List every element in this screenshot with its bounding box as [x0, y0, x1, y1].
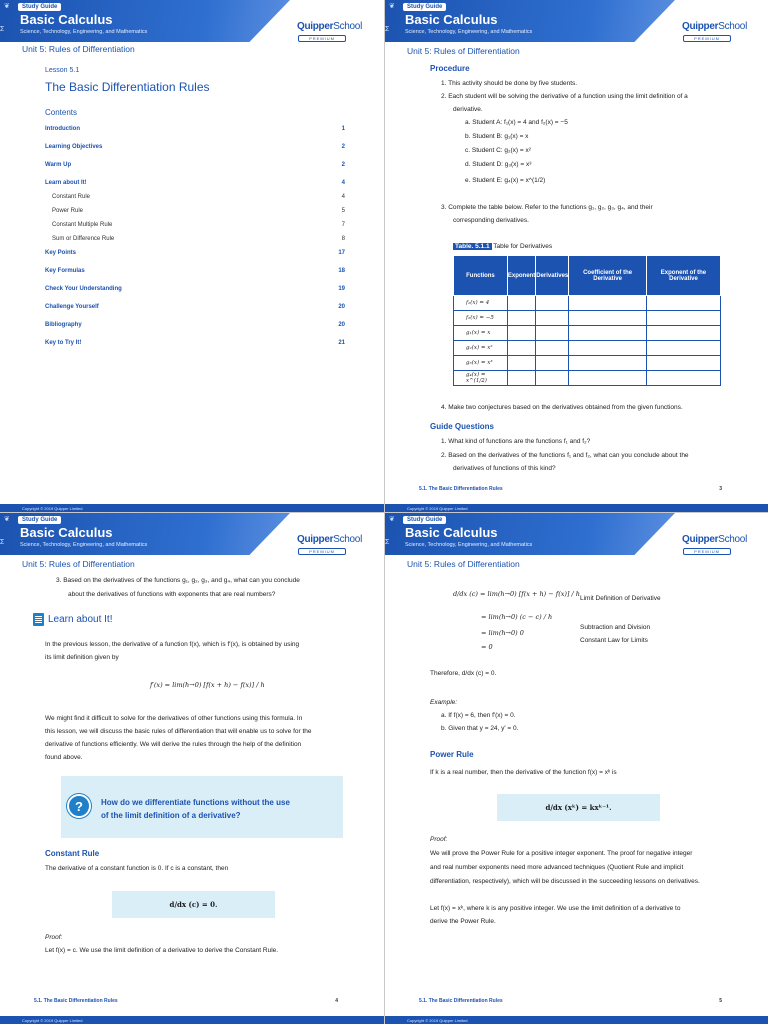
function-cell: g₁(x) = x: [454, 326, 508, 341]
leaf-icon: ❦: [389, 516, 395, 523]
toc-entry-page: 7: [341, 222, 345, 228]
paragraph-line-1: We might find it difficult to solve for the derivatives of other functions using this formula. In: [45, 715, 303, 722]
procedure-step-1: 1. This activity should be done by five students.: [441, 80, 578, 87]
paragraph-line-2: this lesson, we will discuss the basic rules of differentiation that will enable us to solve for the: [45, 728, 312, 735]
course-title: Basic Calculus: [405, 12, 498, 27]
let-line-2: derive the Power Rule.: [430, 918, 496, 925]
student-item: a. Student A: f₁(x) = 4 and f₂(x) = −5: [465, 119, 568, 126]
page-toc: [0, 0, 384, 512]
study-guide-badge: Study Guide: [18, 3, 61, 11]
function-cell: g₄(x) = x^(1/2): [454, 371, 508, 386]
derivation-step-4: = 0: [481, 643, 493, 651]
answer-cell[interactable]: [646, 326, 720, 341]
let-line-1: Let f(x) = xᵏ, where k is any positive integer. We use the limit definition of a derivative to: [430, 905, 681, 912]
toc-entry-label: Challenge Yourself: [45, 304, 99, 310]
toc-entry[interactable]: [45, 322, 345, 332]
limit-definition-formula: f′(x) = lim(h→0) [f(x + h) − f(x)] / h: [150, 681, 265, 689]
proof-label: Proof:: [430, 836, 448, 843]
toc-entry[interactable]: [45, 250, 345, 260]
proof-label: Proof:: [45, 934, 63, 941]
answer-cell[interactable]: [569, 296, 647, 311]
table-row: [454, 311, 721, 326]
table-header-row: [454, 256, 721, 296]
toc-entry-page: 20: [338, 304, 345, 310]
proof-line-3: differentiation, respectively), which will be discussed in the succeeding lessons on derivatives.: [430, 878, 700, 885]
toc-entry-page: 4: [341, 194, 345, 200]
page-header: [385, 513, 768, 555]
answer-cell[interactable]: [507, 326, 535, 341]
copyright-text: Copyright © 2019 Quipper Limited: [407, 1018, 468, 1023]
derivation-note-1: Limit Definition of Derivative: [580, 595, 661, 602]
toc-entry[interactable]: [45, 286, 345, 296]
toc-entry-label: Learn about It!: [45, 180, 87, 186]
answer-cell[interactable]: [536, 371, 569, 386]
table-header-cell: Coefficient of the Derivative: [569, 256, 647, 296]
answer-cell[interactable]: [646, 341, 720, 356]
guide-question-1: 1. What kind of functions are the functions f₁ and f₂?: [441, 438, 591, 445]
answer-cell[interactable]: [646, 296, 720, 311]
equation-icon: Σ: [385, 26, 390, 33]
power-rule-text: If k is a real number, then the derivative of the function f(x) = xᵏ is: [430, 769, 617, 776]
answer-cell[interactable]: [569, 371, 647, 386]
table-header-cell: Functions: [454, 256, 508, 296]
table-row: [454, 296, 721, 311]
page-learn-about-it: [0, 512, 384, 1024]
quipper-logo: QuipperSchool: [296, 534, 362, 545]
toc-entry-page: 4: [341, 180, 345, 186]
guide-question-2: 2. Based on the derivatives of the functions f₁ and f₂, what can you conclude about the: [441, 452, 689, 459]
paragraph-line-3: derivative of functions efficiently. We will derive the rules through the help of the definition: [45, 741, 302, 748]
therefore-line: Therefore, d/dx (c) = 0.: [430, 670, 497, 677]
equation-icon: Σ: [385, 539, 390, 546]
toc-entry-page: 17: [338, 250, 345, 256]
toc-entry-page: 21: [338, 340, 345, 346]
toc-entry-label: Introduction: [45, 126, 80, 132]
proof-text: Let f(x) = c. We use the limit definition of a derivative to derive the Constant Rule.: [45, 947, 279, 954]
answer-cell[interactable]: [569, 326, 647, 341]
procedure-heading: Procedure: [430, 64, 470, 73]
copyright-text: Copyright © 2019 Quipper Limited: [22, 506, 83, 511]
page-header: [0, 0, 384, 42]
quipper-logo: QuipperSchool: [296, 21, 362, 32]
proof-line-1: We will prove the Power Rule for a positive integer exponent. The proof for negative integer: [430, 850, 693, 857]
unit-title: Unit 5: Rules of Differentiation: [22, 44, 135, 54]
constant-rule-text: The derivative of a constant function is 0. If c is a constant, then: [45, 865, 229, 872]
answer-cell[interactable]: [507, 296, 535, 311]
leaf-icon: ❦: [4, 516, 10, 523]
toc-entry[interactable]: [45, 180, 345, 190]
function-cell: f₁(x) = 4: [454, 296, 508, 311]
footer-lesson: 5.1. The Basic Differentiation Rules: [419, 998, 503, 1004]
example-a: a. If f(x) = 6, then f′(x) = 0.: [441, 712, 516, 719]
answer-cell[interactable]: [507, 371, 535, 386]
answer-cell[interactable]: [536, 341, 569, 356]
copyright-text: Copyright © 2019 Quipper Limited: [407, 506, 468, 511]
leaf-icon: ❦: [389, 3, 395, 10]
equation-icon: Σ: [0, 26, 5, 33]
study-guide-badge: Study Guide: [403, 3, 446, 11]
course-subtitle: Science, Technology, Engineering, and Mathematics: [20, 29, 148, 35]
toc-entry-page: 18: [338, 268, 345, 274]
equation-icon: Σ: [0, 539, 5, 546]
function-cell: f₂(x) = −5: [454, 311, 508, 326]
premium-badge: PREMIUM: [298, 548, 346, 555]
student-item: e. Student E: g₄(x) = x^(1/2): [465, 177, 546, 184]
callout-text: How do we differentiate functions without the use of the limit definition of a derivative?: [101, 798, 290, 820]
toc-entry[interactable]: [45, 268, 345, 278]
toc-entry[interactable]: [45, 162, 345, 172]
power-rule-heading: Power Rule: [430, 750, 474, 759]
premium-badge: PREMIUM: [683, 548, 731, 555]
answer-cell[interactable]: [507, 341, 535, 356]
toc-entry-page: 20: [338, 322, 345, 328]
toc-subentry[interactable]: [45, 208, 345, 218]
course-title: Basic Calculus: [20, 12, 113, 27]
example-b: b. Given that y = 24, y′ = 0.: [441, 725, 519, 732]
toc-entry[interactable]: [45, 304, 345, 314]
student-item: d. Student D: g₃(x) = x³: [465, 161, 532, 168]
contents-heading: Contents: [45, 108, 78, 117]
procedure-step-2: 2. Each student will be solving the derivative of a function using the limit definition of a: [441, 93, 688, 100]
answer-cell[interactable]: [536, 326, 569, 341]
function-cell: g₃(x) = x³: [454, 356, 508, 371]
table-header-cell: Exponent of the Derivative: [646, 256, 720, 296]
copyright-text: Copyright © 2019 Quipper Limited: [22, 1018, 83, 1023]
answer-cell[interactable]: [536, 311, 569, 326]
answer-cell[interactable]: [569, 356, 647, 371]
study-guide-badge: Study Guide: [18, 516, 61, 524]
toc-entry-page: 19: [338, 286, 345, 292]
premium-badge: PREMIUM: [683, 35, 731, 42]
question-callout: [61, 776, 343, 838]
unit-title: Unit 5: Rules of Differentiation: [407, 46, 520, 56]
table-caption: Table. 5.1.1 Table for Derivatives: [455, 243, 553, 250]
table-row: [454, 371, 721, 386]
derivatives-table: [453, 255, 721, 386]
student-item: b. Student B: g₁(x) = x: [465, 133, 529, 140]
table-body: [454, 296, 721, 386]
lesson-title: The Basic Differentiation Rules: [45, 80, 210, 94]
premium-badge: PREMIUM: [298, 35, 346, 42]
toc-entry-label: Warm Up: [45, 162, 72, 168]
procedure-step-3-cont: corresponding derivatives.: [453, 217, 529, 224]
answer-cell[interactable]: [646, 356, 720, 371]
book-icon: [33, 613, 44, 626]
table-header-cell: Derivatives: [536, 256, 569, 296]
answer-cell[interactable]: [569, 311, 647, 326]
toc-entry-label: Constant Multiple Rule: [52, 222, 113, 228]
intro-line-2: its limit definition given by: [45, 654, 119, 661]
toc-entry[interactable]: [45, 126, 345, 136]
answer-cell[interactable]: [536, 356, 569, 371]
toc-entry-label: Bibliography: [45, 322, 82, 328]
derivation-step-2: = lim(h→0) (c − c) / h: [481, 613, 553, 621]
unit-title: Unit 5: Rules of Differentiation: [22, 559, 135, 569]
quipper-logo: QuipperSchool: [681, 534, 747, 545]
toc-entry-label: Power Rule: [52, 208, 84, 214]
answer-cell[interactable]: [536, 296, 569, 311]
toc-entry[interactable]: [45, 144, 345, 154]
course-subtitle: Science, Technology, Engineering, and Mathematics: [405, 542, 533, 548]
answer-cell[interactable]: [569, 341, 647, 356]
toc-subentry[interactable]: [45, 222, 345, 232]
lesson-label: Lesson 5.1: [45, 67, 80, 74]
question-icon: ?: [67, 794, 91, 818]
guide-question-2-cont: derivatives of functions of this kind?: [453, 465, 556, 472]
page-power-rule: [384, 512, 768, 1024]
table-row: [454, 326, 721, 341]
answer-cell[interactable]: [507, 356, 535, 371]
answer-cell[interactable]: [507, 311, 535, 326]
derivation-note-2: Subtraction and Division: [580, 624, 651, 631]
page-number: 3: [719, 486, 722, 492]
proof-line-2: and real number exponents need more advanced techniques (Quotient Rule and implicit: [430, 864, 684, 871]
derivation-step-1: d/dx (c) = lim(h→0) [f(x + h) − f(x)] / h: [453, 590, 580, 598]
guide-question-3: 3. Based on the derivatives of the functions g₁, g₂, g₃, and g₄, what can you conclude: [56, 577, 300, 584]
toc-entry-page: 2: [341, 144, 345, 150]
table-row: [454, 341, 721, 356]
toc-subentry[interactable]: [45, 194, 345, 204]
toc-entry-label: Constant Rule: [52, 194, 91, 200]
page-header: [385, 0, 768, 42]
constant-rule-heading: Constant Rule: [45, 849, 100, 858]
unit-title: Unit 5: Rules of Differentiation: [407, 559, 520, 569]
toc-entry[interactable]: [45, 340, 345, 350]
footer-lesson: 5.1. The Basic Differentiation Rules: [419, 486, 503, 492]
student-item: c. Student C: g₂(x) = x²: [465, 147, 531, 154]
toc-entry-page: 1: [341, 126, 345, 132]
course-subtitle: Science, Technology, Engineering, and Mathematics: [405, 29, 533, 35]
toc-entry-page: 5: [341, 208, 345, 214]
course-subtitle: Science, Technology, Engineering, and Mathematics: [20, 542, 148, 548]
toc-entry-label: Sum or Difference Rule: [52, 236, 115, 242]
paragraph-line-4: found above.: [45, 754, 83, 761]
table-header-cell: Exponent: [507, 256, 535, 296]
page-number: 5: [719, 998, 722, 1004]
course-title: Basic Calculus: [20, 525, 113, 540]
toc-entry-page: 8: [341, 236, 345, 242]
answer-cell[interactable]: [646, 311, 720, 326]
footer-lesson: 5.1. The Basic Differentiation Rules: [34, 998, 118, 1004]
quipper-logo: QuipperSchool: [681, 21, 747, 32]
toc-entry-label: Key Formulas: [45, 268, 85, 274]
course-title: Basic Calculus: [405, 525, 498, 540]
learn-heading: Learn about It!: [48, 614, 113, 625]
derivation-step-3: = lim(h→0) 0: [481, 629, 524, 637]
toc-entry-label: Learning Objectives: [45, 144, 103, 150]
page-procedure: [384, 0, 768, 512]
table-row: [454, 356, 721, 371]
constant-rule-formula: d/dx (c) = 0.: [112, 891, 275, 918]
page-number: 4: [335, 998, 338, 1004]
intro-line-1: In the previous lesson, the derivative of a function f(x), which is f′(x), is obtained by using: [45, 641, 300, 648]
guide-questions-heading: Guide Questions: [430, 422, 495, 431]
procedure-step-3: 3. Complete the table below. Refer to the functions g₁, g₂, g₃, g₄, and their: [441, 204, 653, 211]
toc-entry-label: Check Your Understanding: [45, 286, 122, 292]
example-label: Example:: [430, 699, 458, 706]
page-header: [0, 513, 384, 555]
power-rule-formula: d/dx (xᵏ) = kxᵏ⁻¹.: [497, 794, 660, 821]
toc-entry-label: Key to Try It!: [45, 340, 82, 346]
guide-question-3-cont: about the derivatives of functions with exponents that are real numbers?: [68, 591, 276, 598]
leaf-icon: ❦: [4, 3, 10, 10]
toc-subentry[interactable]: [45, 236, 345, 246]
study-guide-badge: Study Guide: [403, 516, 446, 524]
toc-entry-page: 2: [341, 162, 345, 168]
toc-entry-label: Key Points: [45, 250, 77, 256]
function-cell: g₂(x) = x²: [454, 341, 508, 356]
answer-cell[interactable]: [646, 371, 720, 386]
derivation-note-3: Constant Law for Limits: [580, 637, 648, 644]
procedure-step-4: 4. Make two conjectures based on the derivatives obtained from the given functions.: [441, 404, 683, 411]
procedure-step-2-cont: derivative.: [453, 106, 483, 113]
